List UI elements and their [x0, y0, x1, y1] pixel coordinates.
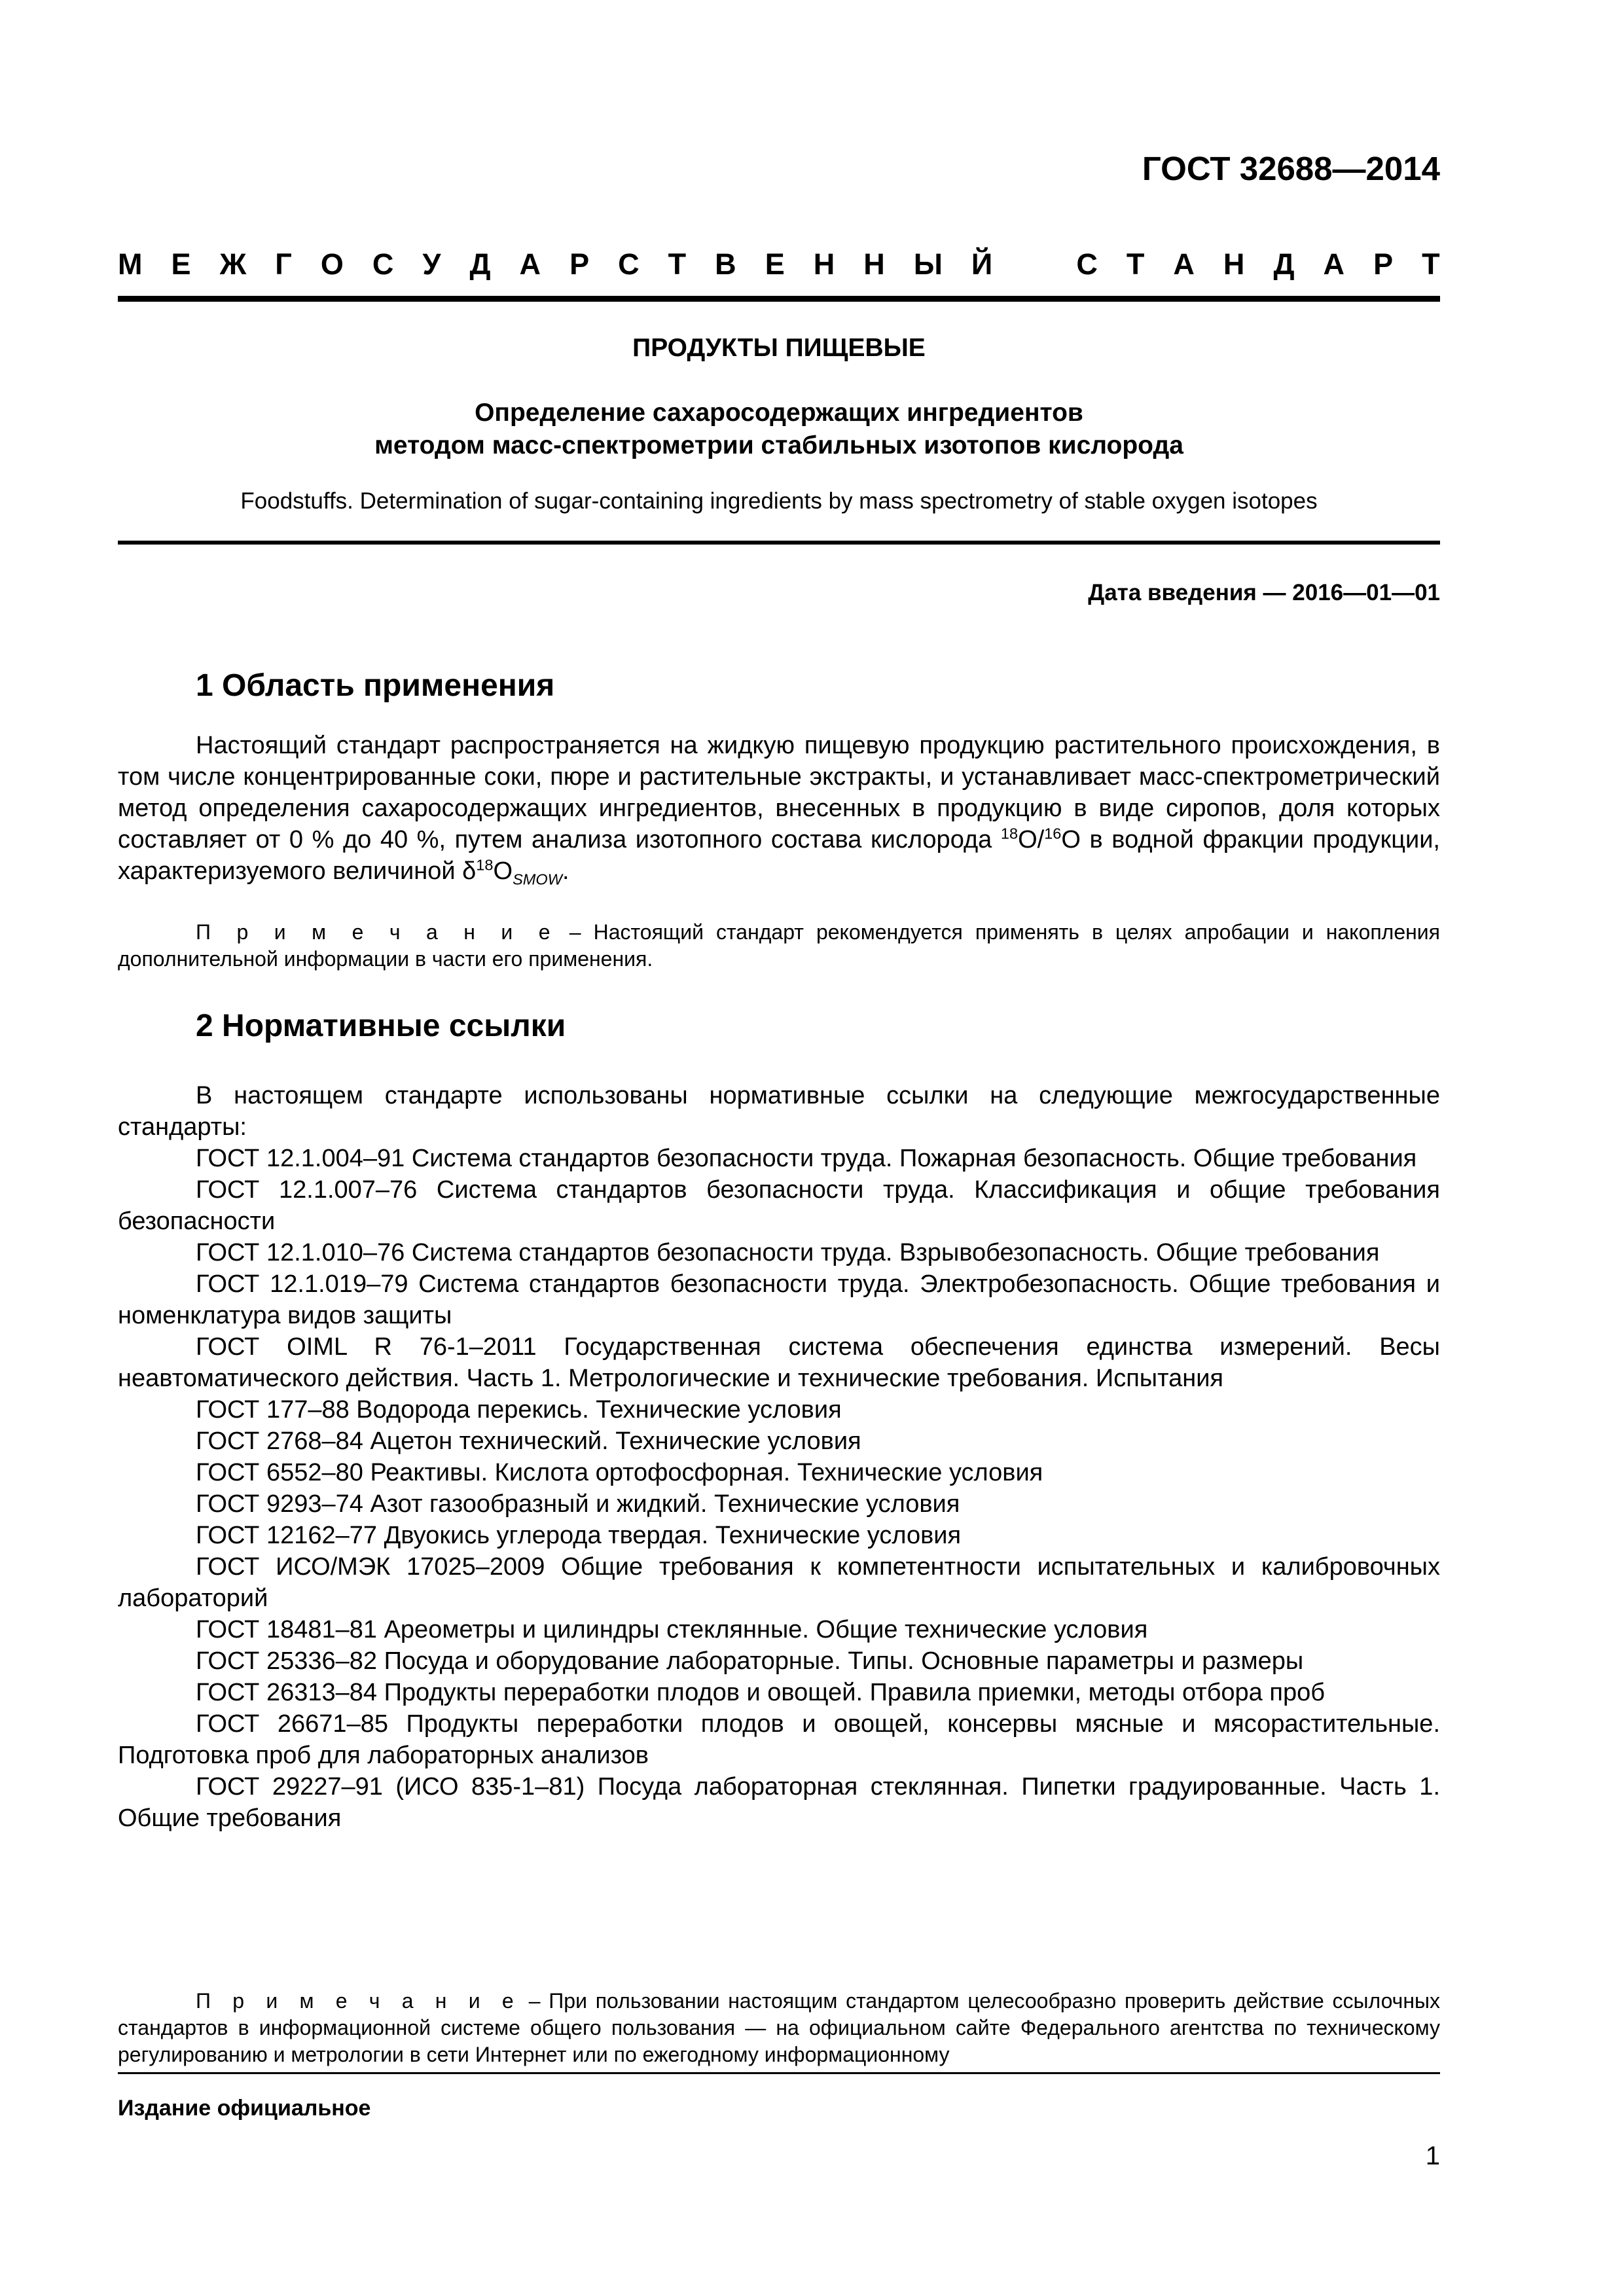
- standard-type-letter: Е: [765, 247, 785, 281]
- reference-item: ГОСТ 2768–84 Ацетон технический. Технические условия: [196, 1427, 861, 1455]
- standard-type-letter: А: [1323, 247, 1345, 281]
- standard-type-letter: Т: [1422, 247, 1440, 281]
- reference-item: ГОСТ 6552–80 Реактивы. Кислота ортофосфорная. Технические условия: [196, 1459, 1043, 1486]
- introduction-date-label: Дата введения: [1088, 580, 1257, 605]
- standard-type-letter: М: [118, 247, 143, 281]
- note-label: П р и м е ч а н и е: [196, 920, 557, 944]
- document-subtitle: [118, 397, 1440, 462]
- english-title: Foodstuffs. Determination of sugar-containing ingredients by mass spectrometry of stable oxygen isotopes: [240, 488, 1318, 514]
- references-intro: В настоящем стандарте использованы нормативные ссылки на следующие межгосударственные стандарты:: [118, 1082, 1440, 1141]
- page-number: 1: [1425, 2142, 1440, 2170]
- standard-type-letter: В: [715, 247, 736, 281]
- standard-type-letter: Й: [971, 247, 993, 281]
- standard-type-letter: Е: [171, 247, 191, 281]
- standard-type-letter: О: [320, 247, 344, 281]
- standard-type-letter: Р: [1373, 247, 1394, 281]
- standard-type-letter: Ж: [219, 247, 247, 281]
- reference-item: ГОСТ 26671–85 Продукты переработки плодов и овощей, консервы мясные и мясорастительные. Подготовка проб для лабораторных анализов: [118, 1710, 1440, 1769]
- reference-item: ГОСТ 12162–77 Двуокись углерода твердая. Технические условия: [196, 1522, 962, 1549]
- introduction-date: [118, 580, 1440, 606]
- document-number: ГОСТ 32688—2014: [1142, 150, 1440, 187]
- standard-type-letter: С: [372, 247, 394, 281]
- reference-item: ГОСТ 12.1.007–76 Система стандартов безопасности труда. Классификация и общие требования безопасности: [118, 1176, 1440, 1235]
- reference-item: ГОСТ 9293–74 Азот газообразный и жидкий. Технические условия: [196, 1490, 960, 1518]
- normative-references: [118, 1080, 1440, 1834]
- standard-type-letter: А: [519, 247, 541, 281]
- official-edition-label: Издание официальное: [118, 2096, 371, 2121]
- note-label: П р и м е ч а н и е: [196, 1989, 520, 2013]
- reference-item: ГОСТ 12.1.010–76 Система стандартов безопасности труда. Взрывобезопасность. Общие требования: [196, 1239, 1380, 1266]
- note-text: – Настоящий стандарт рекомендуется применять в целях апробации и накопления дополнительной информации в части его применения.: [118, 920, 1441, 971]
- reference-item: ГОСТ 26313–84 Продукты переработки плодов и овощей. Правила приемки, методы отбора проб: [196, 1679, 1325, 1706]
- standard-type-letter: Т: [668, 247, 687, 281]
- reference-item: ГОСТ 12.1.004–91 Система стандартов безопасности труда. Пожарная безопасность. Общие требования: [196, 1145, 1417, 1172]
- section-2-title: 2 Нормативные ссылки: [196, 1009, 566, 1043]
- standard-type-letter: С: [1076, 247, 1098, 281]
- reference-item: ГОСТ 29227–91 (ИСО 835-1–81) Посуда лабораторная стеклянная. Пипетки градуированные. Часть 1. Общие требования: [118, 1773, 1440, 1832]
- references-list: [118, 1143, 1440, 1834]
- standard-type-letter: Н: [1223, 247, 1245, 281]
- section-1-title: 1 Область применения: [196, 668, 555, 703]
- standard-type-letter: Р: [569, 247, 590, 281]
- standard-type-heading: [118, 247, 1440, 281]
- standard-type-letter: Г: [275, 247, 292, 281]
- standard-type-letter: Н: [863, 247, 885, 281]
- section-1-paragraph: Настоящий стандарт распространяется на жидкую пищевую продукцию растительного происхождения, в том числе концентрированные соки, пюре и растительные экстракты, и устанавливает масс-спектрометрический метод определения сахаросодержащих ингредиентов, внесенных в продукцию в виде сиропов, доля которых составляет от 0 % до 40 %, путем анализа изотопного состава кислорода $^{18}$O/$^{16}$O в водной фракции продукции, характеризуемого величиной $\delta^{18}O_{SMOW}$.: [118, 732, 1440, 888]
- reference-item: ГОСТ OIML R 76-1–2011 Государственная система обеспечения единства измерений. Весы неавтоматического действия. Часть 1. Метрологические и технические требования. Испытания: [118, 1333, 1440, 1392]
- section-1-note: [118, 919, 1440, 973]
- reference-item: ГОСТ 12.1.019–79 Система стандартов безопасности труда. Электробезопасность. Общие требования и номенклатура видов защиты: [118, 1270, 1440, 1329]
- title-rule: [118, 541, 1440, 545]
- standard-type-letter: Н: [813, 247, 835, 281]
- standard-type-letter: Т: [1126, 247, 1145, 281]
- subtitle-line-2: методом масс-спектрометрии стабильных изотопов кислорода: [374, 431, 1183, 459]
- note-text: – При пользовании настоящим стандартом целесообразно проверить действие ссылочных стандартов в информационной системе общего пользования — на официальном сайте Федерального агентства по техническому регулированию и метрологии в сети Интернет или по ежегодному информационному: [118, 1989, 1441, 2066]
- reference-item: ГОСТ 25336–82 Посуда и оборудование лабораторные. Типы. Основные параметры и размеры: [196, 1647, 1304, 1675]
- introduction-date-value: — 2016—01—01: [1263, 580, 1440, 605]
- header-rule: [118, 296, 1440, 302]
- reference-item: ГОСТ ИСО/МЭК 17025–2009 Общие требования к компетентности испытательных и калибровочных лабораторий: [118, 1553, 1440, 1612]
- standard-type-letter: У: [422, 247, 441, 281]
- standard-type-letter: А: [1173, 247, 1195, 281]
- section-2-note: [118, 1988, 1440, 2068]
- footer-rule: [118, 2072, 1440, 2074]
- word-gap: [1021, 247, 1047, 281]
- standard-type-letter: Ы: [913, 247, 943, 281]
- standard-type-letter: Д: [1273, 247, 1295, 281]
- reference-item: ГОСТ 177–88 Водорода перекись. Технические условия: [196, 1396, 842, 1424]
- subtitle-line-1: Определение сахаросодержащих ингредиентов: [475, 399, 1083, 427]
- reference-item: ГОСТ 18481–81 Ареометры и цилиндры стеклянные. Общие технические условия: [196, 1616, 1148, 1643]
- document-title: ПРОДУКТЫ ПИЩЕВЫЕ: [632, 334, 926, 362]
- standard-type-letter: Д: [469, 247, 491, 281]
- standard-type-letter: С: [618, 247, 640, 281]
